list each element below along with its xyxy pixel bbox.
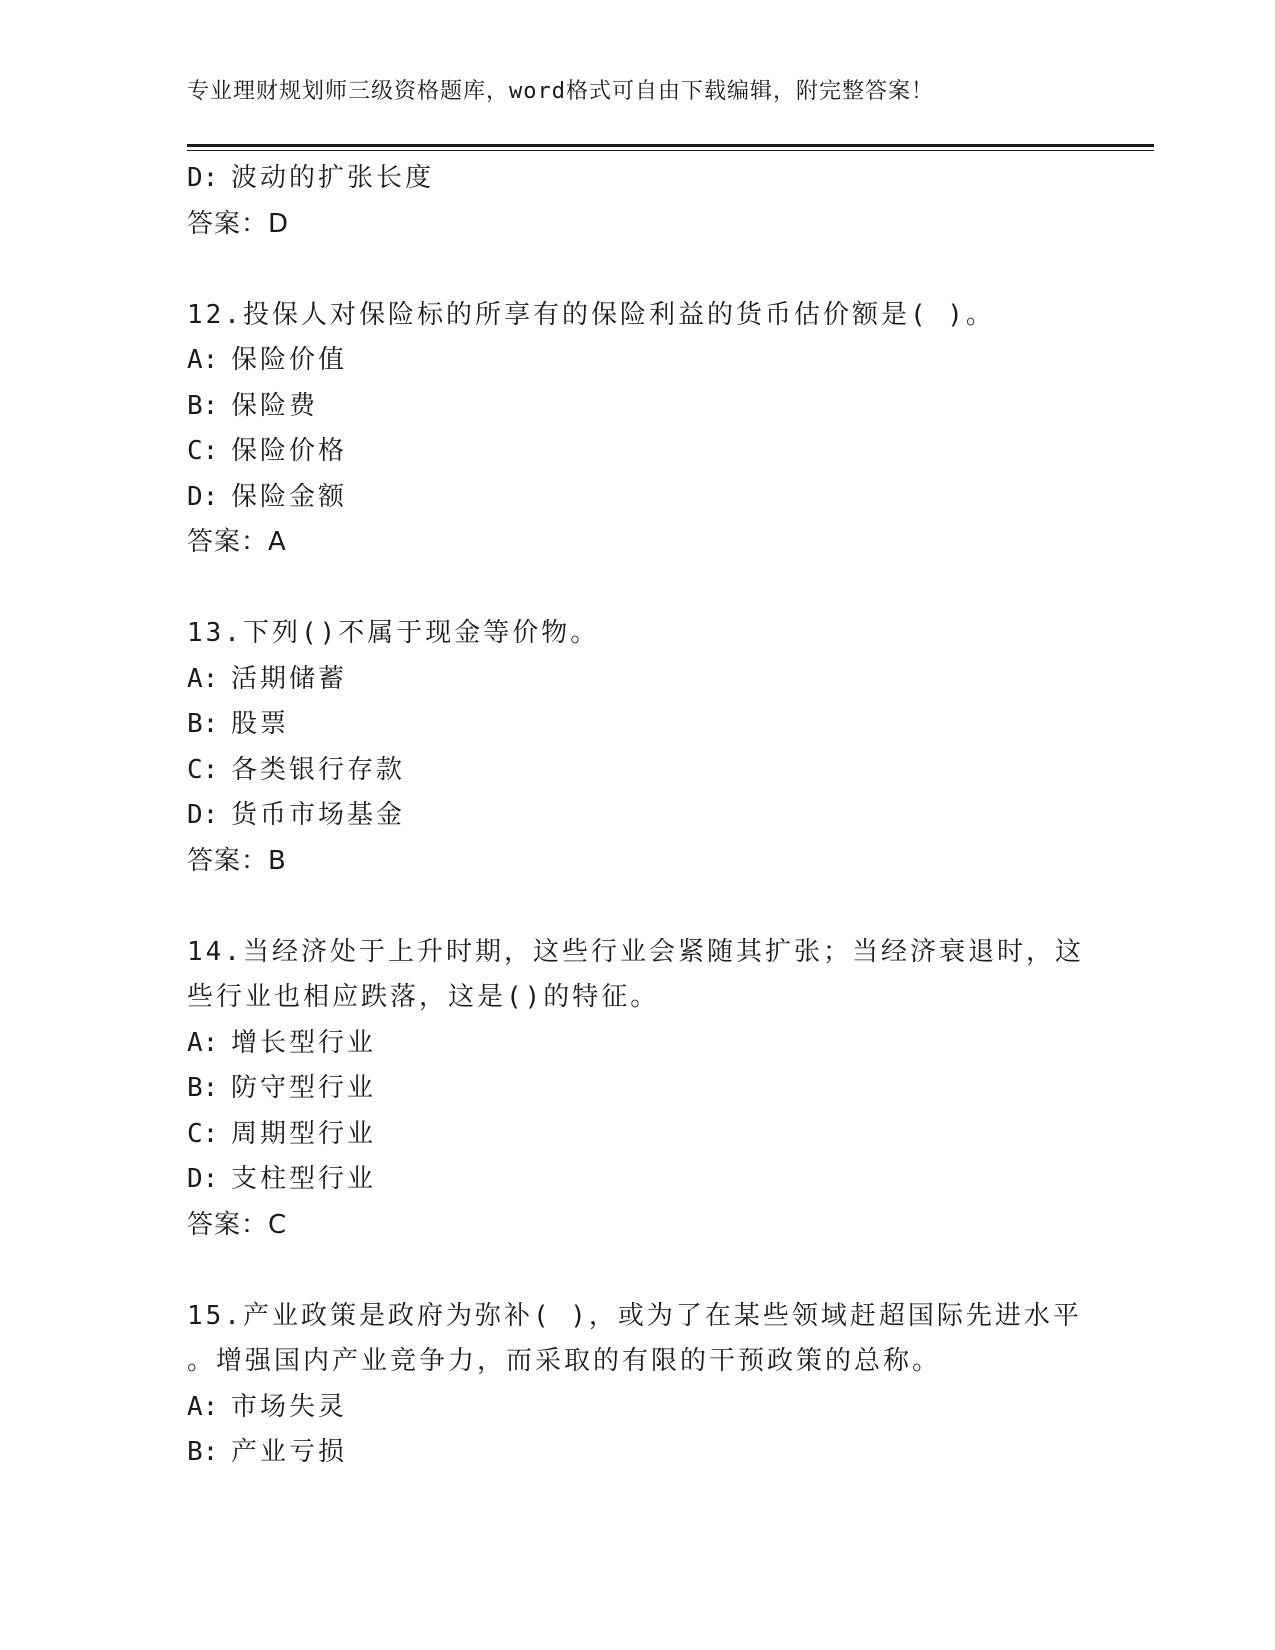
option-line [187, 702, 1087, 748]
option-line [187, 156, 1087, 202]
option-text: 波动的扩张长度 [231, 163, 435, 193]
header-title: 专业理财规划师三级资格题库，word格式可自由下载编辑，附完整答案！ [187, 79, 934, 104]
option-line [187, 1112, 1087, 1158]
option-key: D: [187, 163, 219, 193]
option-line [187, 429, 1087, 475]
option-key: A: [187, 663, 219, 694]
option-line [187, 1430, 1087, 1476]
question-block [187, 1294, 1087, 1476]
question-stem: 13.下列()不属于现金等价物。 [187, 618, 600, 648]
option-text: 支柱型行业 [231, 1164, 377, 1194]
option-key: C: [187, 1118, 219, 1149]
spacer [187, 884, 1087, 930]
option-text: 保险价值 [231, 345, 348, 375]
header-divider [187, 144, 1154, 147]
option-text: 增长型行业 [231, 1027, 377, 1058]
option-line [187, 657, 1087, 703]
option-key: B: [187, 1073, 219, 1103]
option-text: 活期储蓄 [231, 663, 348, 694]
option-line [187, 1021, 1087, 1067]
option-key: C: [187, 436, 219, 466]
question-block [187, 611, 1087, 884]
question-block [187, 293, 1087, 566]
answer-line: 答案：C [187, 1209, 288, 1240]
question-stem: 15.产业政策是政府为弥补( )，或为了在某些领域赶超国际先进水平 [187, 1300, 1082, 1331]
option-key: B: [187, 709, 219, 739]
option-line [187, 748, 1087, 794]
option-line [187, 1066, 1087, 1112]
answer-line: 答案：B [187, 845, 287, 876]
option-key: B: [187, 1437, 219, 1467]
option-text: 市场失灵 [231, 1391, 348, 1422]
option-key: D: [187, 1164, 219, 1194]
option-text: 产业亏损 [231, 1437, 348, 1467]
question-stem-continued: 些行业也相应跌落，这是()的特征。 [187, 982, 660, 1012]
option-text: 股票 [231, 709, 290, 739]
option-text: 保险金额 [231, 481, 348, 512]
option-line [187, 793, 1087, 839]
option-text: 货币市场基金 [231, 800, 406, 830]
option-line [187, 338, 1087, 384]
question-stem: 12.投保人对保险标的所享有的保险利益的货币估价额是( )。 [187, 299, 995, 330]
option-key: A: [187, 1027, 219, 1058]
question-stem-continued: 。增强国内产业竞争力，而采取的有限的干预政策的总称。 [187, 1346, 942, 1376]
option-text: 周期型行业 [231, 1118, 377, 1149]
spacer [187, 247, 1087, 293]
spacer [187, 1248, 1087, 1294]
option-key: A: [187, 1391, 219, 1422]
option-text: 保险价格 [231, 436, 348, 466]
option-text: 各类银行存款 [231, 754, 406, 785]
header-divider-thin [187, 150, 1154, 151]
option-line [187, 384, 1087, 430]
option-line [187, 475, 1087, 521]
option-key: C: [187, 754, 219, 785]
answer-line: 答案：D [187, 208, 290, 239]
option-text: 防守型行业 [231, 1073, 377, 1103]
question-block [187, 930, 1087, 1249]
option-key: D: [187, 481, 219, 512]
option-line [187, 1385, 1087, 1431]
question-stem: 14.当经济处于上升时期，这些行业会紧随其扩张；当经济衰退时，这 [187, 936, 1084, 967]
option-key: B: [187, 390, 219, 421]
option-line [187, 1157, 1087, 1203]
option-key: D: [187, 800, 219, 830]
option-text: 保险费 [231, 390, 319, 421]
answer-line: 答案：A [187, 527, 287, 557]
option-key: A: [187, 345, 219, 375]
document-body [187, 156, 1087, 1476]
spacer [187, 566, 1087, 612]
